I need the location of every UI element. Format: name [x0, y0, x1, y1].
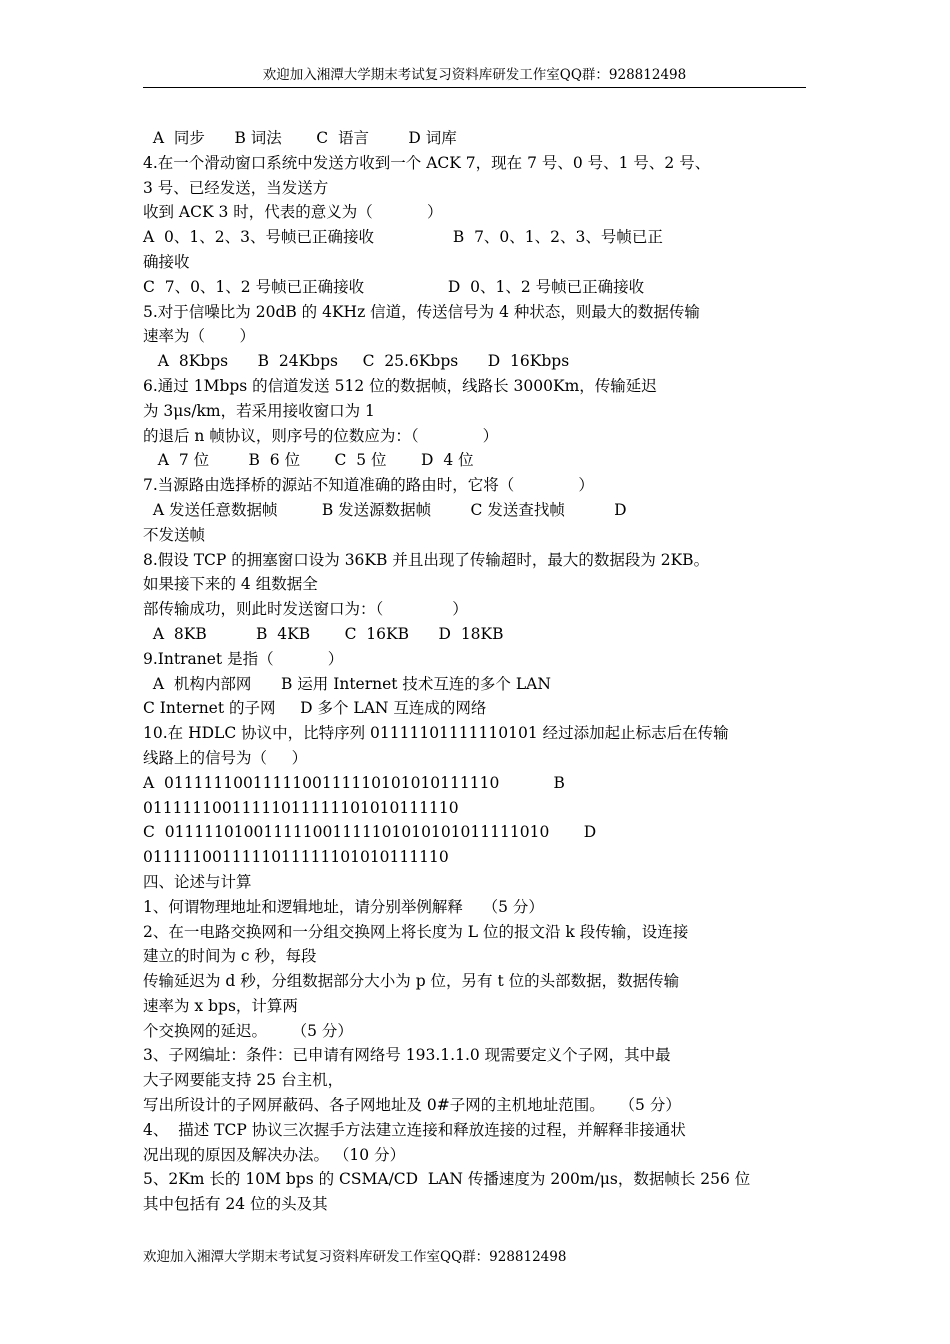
text-line: 为 3μs/km，若采用接收窗口为 1: [143, 401, 375, 420]
text-line: 部传输成功，则此时发送窗口为：（ ）: [143, 600, 468, 619]
text-line: 4.在一个滑动窗口系统中发送方收到一个 ACK 7，现在 7 号、0 号、1 号、2 号、: [143, 153, 711, 172]
text-line: 传输延迟为 d 秒，分组数据部分大小为 p 位，另有 t 位的头部数据，数据传输: [143, 972, 680, 991]
text-line: 10.在 HDLC 协议中，比特序列 01111101111110101 经过添加起止标志后在传输: [143, 724, 729, 743]
text-line: 6.通过 1Mbps 的信道发送 512 位的数据帧，线路长 3000Km，传输延迟: [143, 376, 657, 395]
text-line: 4、 描述 TCP 协议三次握手方法建立连接和释放连接的过程，并解释非接通状: [143, 1120, 686, 1139]
text-line: 2、在一电路交换网和一分组交换网上将长度为 L 位的报文沿 k 段传输，设连接: [143, 922, 689, 941]
text-line: A 发送任意数据帧 B 发送源数据帧 C 发送查找帧 D: [143, 500, 627, 519]
text-line: 况出现的原因及解决办法。 （10 分）: [143, 1145, 406, 1164]
text-line: 3、子网编址：条件：已申请有网络号 193.1.1.0 现需要定义个子网，其中最: [143, 1046, 671, 1065]
text-line: 不发送帧: [143, 525, 206, 544]
text-line: 9.Intranet 是指（ ）: [143, 649, 344, 668]
text-line: 其中包括有 24 位的头及其: [143, 1195, 328, 1214]
page-footer: 欢迎加入湘潭大学期末考试复习资料库研发工作室QQ群：928812498: [143, 1249, 567, 1265]
text-line: A 0、1、2、3、号帧已正确接收 B 7、0、1、2、3、号帧已正: [143, 228, 663, 247]
text-line: 线路上的信号为（ ）: [143, 748, 308, 767]
text-line: 5.对于信噪比为 20dB 的 4KHz 信道，传送信号为 4 种状态，则最大的数据传输: [143, 302, 700, 321]
text-line: 建立的时间为 c 秒，每段: [143, 947, 317, 966]
text-line: A 机构内部网 B 运用 Internet 技术互连的多个 LAN: [143, 674, 551, 693]
text-line: 个交换网的延迟。 （5 分）: [143, 1021, 353, 1040]
text-line: 收到 ACK 3 时，代表的意义为（ ）: [143, 203, 443, 222]
text-line: A 8KB B 4KB C 16KB D 18KB: [143, 624, 504, 643]
text-line: 大子网要能支持 25 台主机，: [143, 1071, 344, 1090]
text-line: 7.当源路由选择桥的源站不知道准确的路由时，它将（ ）: [143, 476, 594, 495]
text-line: A 7 位 B 6 位 C 5 位 D 4 位: [143, 451, 474, 470]
text-line: 1、何谓物理地址和逻辑地址，请分别举例解释 （5 分）: [143, 897, 544, 916]
text-line: A 8Kbps B 24Kbps C 25.6Kbps D 16Kbps: [143, 352, 570, 371]
text-line: 如果接下来的 4 组数据全: [143, 575, 318, 594]
text-line: A 0111111001111100111110101010111110 B: [143, 773, 565, 792]
text-line: 四、论述与计算: [143, 872, 252, 891]
page-header: 欢迎加入湘潭大学期末考试复习资料库研发工作室QQ群：928812498: [143, 66, 806, 88]
text-line: 3 号、已经发送，当发送方: [143, 178, 329, 197]
text-line: 的退后 n 帧协议，则序号的位数应为：（ ）: [143, 426, 499, 445]
text-line: 5、2Km 长的 10M bps 的 CSMA/CD LAN 传播速度为 200m/μs，数据帧长 256 位: [143, 1170, 751, 1189]
text-line: C 7、0、1、2 号帧已正确接收 D 0、1、2 号帧已正确接收: [143, 277, 645, 296]
text-line: C Internet 的子网 D 多个 LAN 互连成的网络: [143, 699, 487, 718]
text-line: 确接收: [143, 252, 190, 271]
text-line: A 同步 B 词法 C 语言 D 词库: [143, 129, 457, 147]
document-body: [143, 126, 808, 1217]
text-line: 0111110011111011111101010111110: [143, 848, 449, 867]
text-line: C 011111010011111001111101010101011111010 D: [143, 823, 597, 842]
text-line: 速率为（ ）: [143, 327, 255, 346]
text-line: 速率为 x bps，计算两: [143, 996, 298, 1015]
text-line: 01111110011111011111101010111110: [143, 798, 459, 817]
text-line: 写出所设计的子网屏蔽码、各子网地址及 0#子网的主机地址范围。 （5 分）: [143, 1096, 681, 1115]
text-line: 8.假设 TCP 的拥塞窗口设为 36KB 并且出现了传输超时，最大的数据段为 2KB。: [143, 550, 710, 569]
